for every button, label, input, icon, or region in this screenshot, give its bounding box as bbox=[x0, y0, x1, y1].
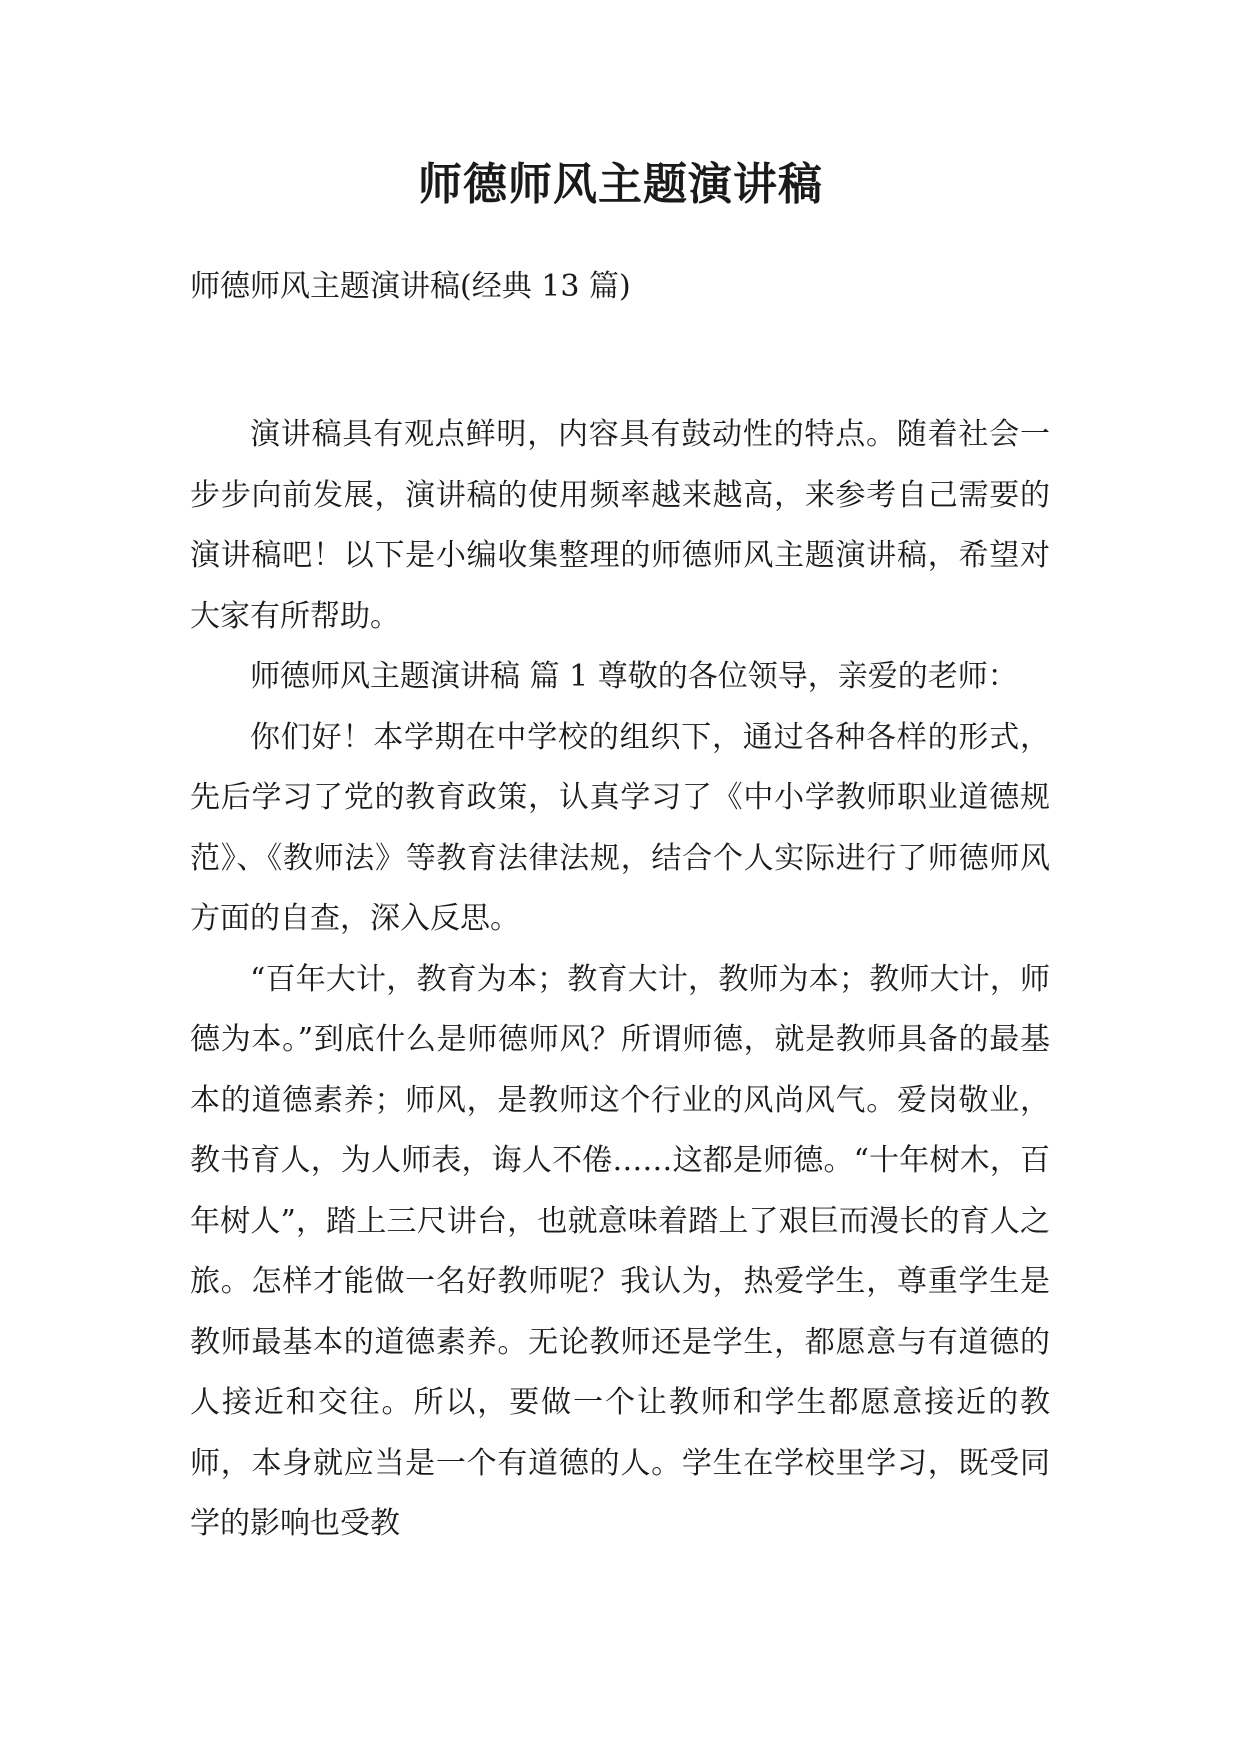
document-title: 师德师风主题演讲稿 bbox=[418, 159, 823, 210]
document-subtitle: 师德师风主题演讲稿(经典 13 篇) bbox=[190, 269, 631, 304]
paragraph-speech-1-greeting: 师德师风主题演讲稿 篇 1 尊敬的各位领导，亲爱的老师： bbox=[250, 659, 1018, 694]
paragraph-intro: 演讲稿具有观点鲜明，内容具有鼓动性的特点。随着社会一步步向前发展，演讲稿的使用频率越来越高，来参考自己需要的演讲稿吧！以下是小编收集整理的师德师风主题演讲稿，希望对大家有所帮助。 bbox=[190, 417, 1050, 634]
document-body bbox=[190, 405, 1050, 1555]
paragraph-speech-1-ethics: “百年大计，教育为本；教育大计，教师为本；教师大计，师德为本。”到底什么是师德师风？所谓师德，就是教师具备的最基本的道德素养；师风，是教师这个行业的风尚风气。爱岗敬业，教书育人，为人师表，诲人不倦……这都是师德。“十年树木，百年树人”，踏上三尺讲台，也就意味着踏上了艰巨而漫长的育人之旅。怎样才能做一名好教师呢？我认为，热爱学生，尊重学生是教师最基本的道德素养。无论教师还是学生，都愿意与有道德的人接近和交往。所以，要做一个让教师和学生都愿意接近的教师，本身就应当是一个有道德的人。学生在学校里学习，既受同学的影响也受教 bbox=[190, 961, 1050, 1541]
paragraph-speech-1-reflection: 你们好！本学期在中学校的组织下，通过各种各样的形式，先后学习了党的教育政策，认真学习了《中小学教师职业道德规范》、《教师法》等教育法律法规，结合个人实际进行了师德师风方面的自查，深入反思。 bbox=[190, 719, 1050, 936]
